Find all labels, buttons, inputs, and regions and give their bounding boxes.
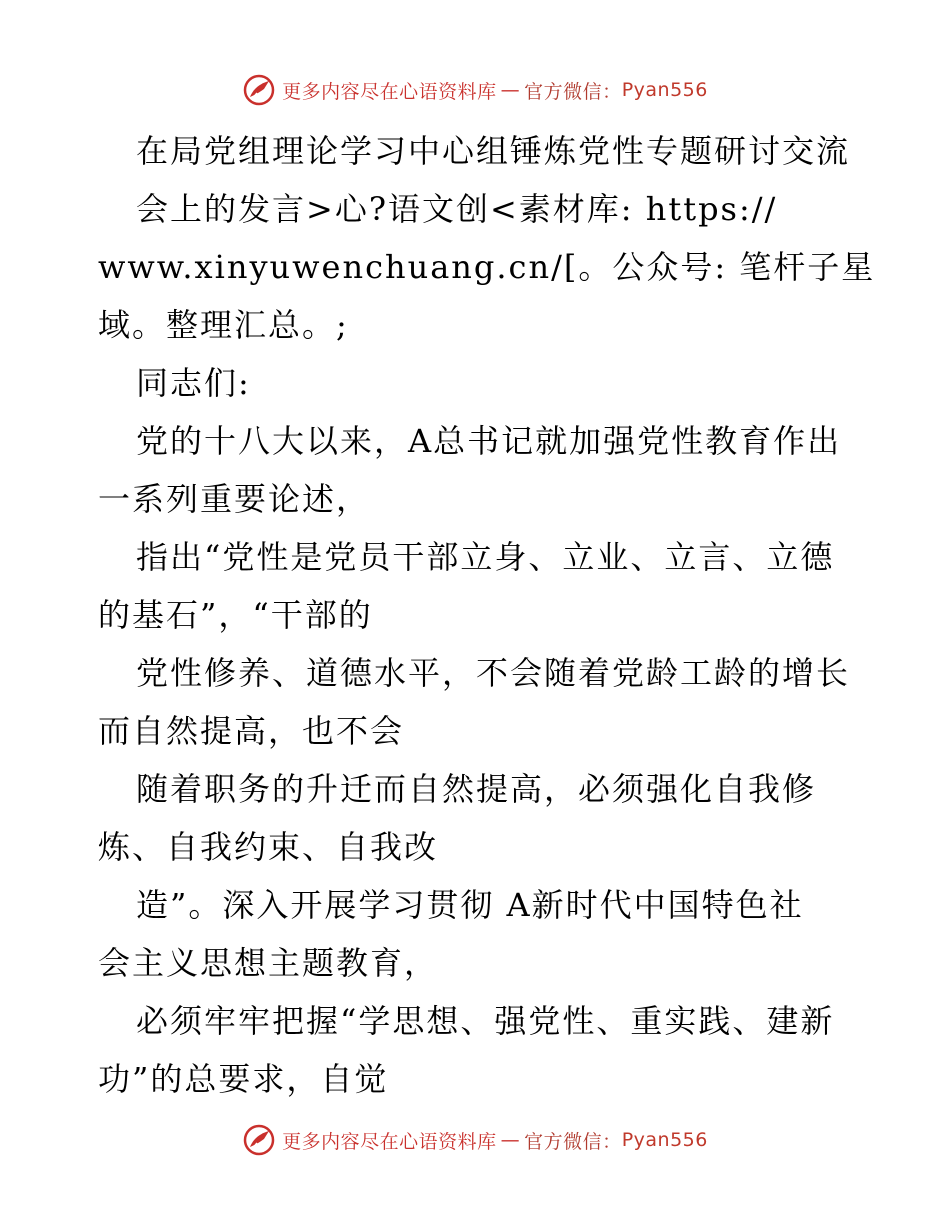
text-line: 随着职务的升迁而自然提高，必须强化自我修	[136, 770, 817, 808]
watermark-wechat-id: Pyan556	[621, 1129, 708, 1151]
watermark-text: 更多内容尽在心语资料库	[282, 1130, 497, 1153]
watermark-separator: —	[500, 79, 521, 101]
text-line: www.xinyuwenchuang.cn/[。公众号: 笔杆子星	[98, 248, 876, 286]
watermark-wechat-id: Pyan556	[621, 79, 708, 101]
watermark-separator: —	[500, 1129, 521, 1151]
text-line: 党性修养、道德水平，不会随着党龄工龄的增长	[136, 654, 851, 692]
pen-logo-icon	[242, 73, 276, 107]
text-line: 必须牢牢把握“学思想、强党性、重实践、建新	[136, 1002, 835, 1040]
text-line: 在局党组理论学习中心组锤炼党性专题研讨交流	[136, 132, 851, 170]
text-line: 而自然提高，也不会	[98, 712, 405, 750]
text-line: 会上的发言>心?语文创<素材库: https://	[136, 190, 778, 228]
pen-logo-icon	[242, 1123, 276, 1157]
document-body	[98, 122, 876, 1108]
text-line: 功”的总要求，自觉	[98, 1060, 389, 1098]
watermark-wechat-label: 官方微信：	[524, 1130, 622, 1153]
watermark-text: 更多内容尽在心语资料库	[282, 80, 497, 103]
text-line: 党的十八大以来，A总书记就加强党性教育作出	[136, 422, 842, 460]
text-line: 造”。深入开展学习贯彻 A新时代中国特色社	[136, 886, 804, 924]
text-line: 会主义思想主题教育，	[98, 944, 439, 982]
text-line: 域。整理汇总。;	[98, 306, 349, 344]
watermark-wechat-label: 官方微信：	[524, 80, 622, 103]
text-line: 一系列重要论述，	[98, 480, 371, 518]
text-line: 的基石”，“干部的	[98, 596, 373, 634]
text-line: 同志们:	[136, 364, 251, 402]
text-line: 炼、自我约束、自我改	[98, 828, 439, 866]
header-watermark	[0, 70, 950, 110]
footer-watermark	[0, 1120, 950, 1160]
text-line: 指出“党性是党员干部立身、立业、立言、立德	[136, 538, 835, 576]
